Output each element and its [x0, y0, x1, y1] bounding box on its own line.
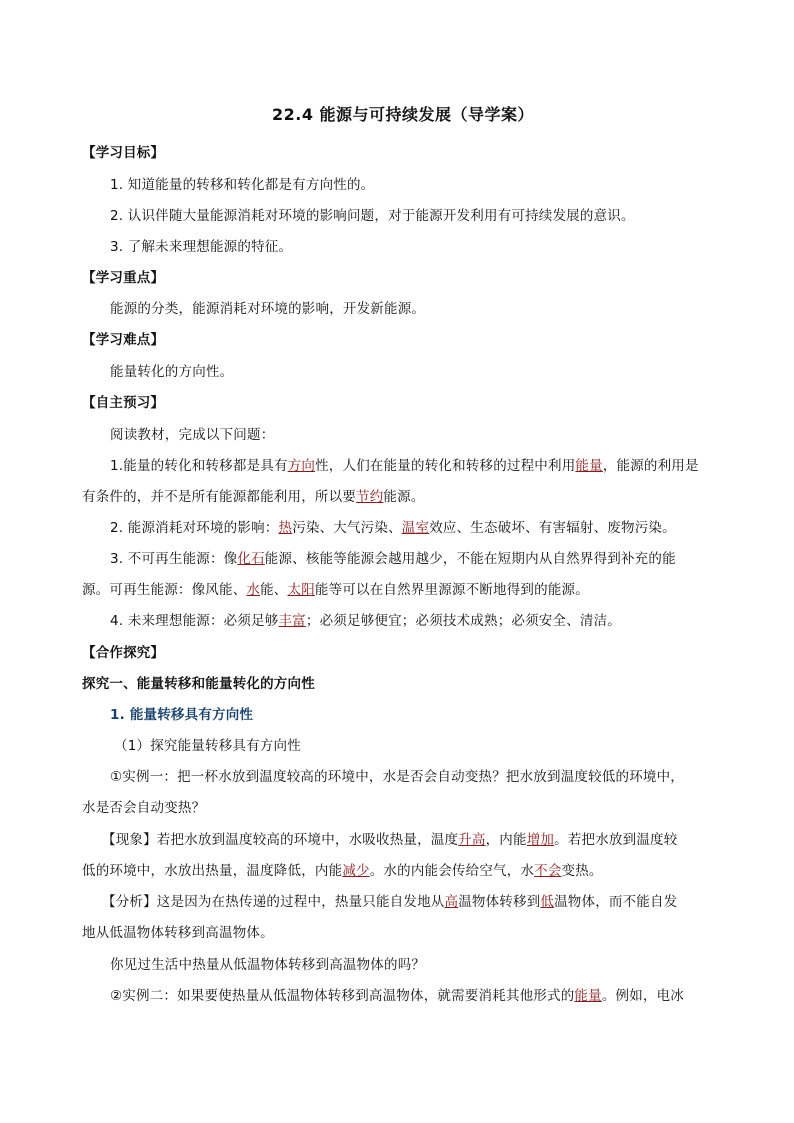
answer-blank: 节约 [356, 489, 384, 505]
analysis-line1: 【分析】这是因为在热传递的过程中，热量只能自发地从高温物体转移到低温物体，而不能自发 [102, 894, 678, 910]
answer-blank: 方向 [287, 458, 316, 474]
objective-2: 2. 认识伴随大量能源消耗对环境的影响问题，对于能源开发利用有可持续发展的意识。 [110, 208, 635, 224]
answer-blank: 高 [444, 894, 459, 910]
answer-blank: 温室 [401, 520, 430, 536]
preview-q1-line2: 有条件的，并不是所有能源都能利用，所以要节约能源。 [82, 489, 425, 505]
answer-blank: 升高 [458, 832, 486, 848]
explore-question: 你见过生活中热量从低温物体转移到高温物体的吗？ [110, 957, 426, 973]
example-1-line1: ①实例一：把一杯水放到温度较高的环境中，水是否会自动变热？把水放到温度较低的环境中， [110, 769, 685, 785]
phenomenon-line1: 【现象】若把水放到温度较高的环境中，水吸收热量，温度升高，内能增加。若把水放到温度较 [102, 832, 678, 848]
phenomenon-line2: 低的环境中，水放出热量，温度降低，内能减少。水的内能会传给空气，水不会变热。 [82, 863, 603, 879]
answer-blank: 能量 [574, 988, 602, 1004]
answer-blank: 丰富 [278, 613, 306, 629]
answer-blank: 减少 [342, 863, 370, 879]
answer-blank: 增加 [526, 832, 555, 848]
preview-q3-line2: 源。可再生能源：像风能、水能、太阳能等可以在自然界里源源不断地得到的能源。 [82, 582, 589, 598]
answer-blank: 太阳 [287, 582, 315, 598]
answer-blank: 不会 [534, 863, 562, 879]
answer-blank: 能量 [575, 458, 603, 474]
explore-heading-1: 探究一、能量转移和能量转化的方向性 [82, 676, 315, 692]
section-explore-heading: 【合作探究】 [82, 645, 165, 661]
explore-subheading-1-1: （1）探究能量转移具有方向性 [114, 738, 301, 754]
section-difficulty-heading: 【学习难点】 [82, 332, 165, 348]
analysis-line2: 地从低温物体转移到高温物体。 [82, 925, 274, 941]
focus-text: 能源的分类，能源消耗对环境的影响，开发新能源。 [110, 301, 426, 317]
preview-q3-line1: 3. 不可再生能源：像化石能源、核能等能源会越用越少，不能在短期内从自然界得到补充的能 [110, 551, 676, 567]
section-objectives-heading: 【学习目标】 [82, 145, 165, 161]
example-1-line2: 水是否会自动变热？ [82, 800, 206, 816]
difficulty-text: 能量转化的方向性。 [110, 364, 234, 380]
explore-subheading-1: 1. 能量转移具有方向性 [110, 707, 254, 723]
page-title: 22.4 能源与可持续发展（导学案） [272, 105, 535, 124]
preview-intro: 阅读教材，完成以下问题： [110, 427, 275, 443]
objective-1: 1. 知道能量的转移和转化都是有方向性的。 [110, 177, 375, 193]
preview-q4: 4. 未来理想能源：必须足够丰富；必须足够便宜；必须技术成熟；必须安全、清洁。 [110, 613, 621, 629]
answer-blank: 水 [246, 582, 261, 598]
answer-blank: 低 [540, 894, 555, 910]
section-focus-heading: 【学习重点】 [82, 270, 165, 286]
preview-q1-line1: 1.能量的转化和转移都是具有方向性，人们在能量的转化和转移的过程中利用能量，能源的利用是 [110, 458, 699, 474]
answer-blank: 化石 [237, 551, 265, 567]
objective-3: 3. 了解未来理想能源的特征。 [110, 239, 293, 255]
preview-q2: 2. 能源消耗对环境的影响：热污染、大气污染、温室效应、生态破坏、有害辐射、废物污染。 [110, 520, 676, 536]
section-preview-heading: 【自主预习】 [82, 395, 165, 411]
example-2-line1: ②实例二：如果要使热量从低温物体转移到高温物体，就需要消耗其他形式的能量。例如，电冰 [110, 988, 685, 1004]
answer-blank: 热 [278, 520, 293, 536]
